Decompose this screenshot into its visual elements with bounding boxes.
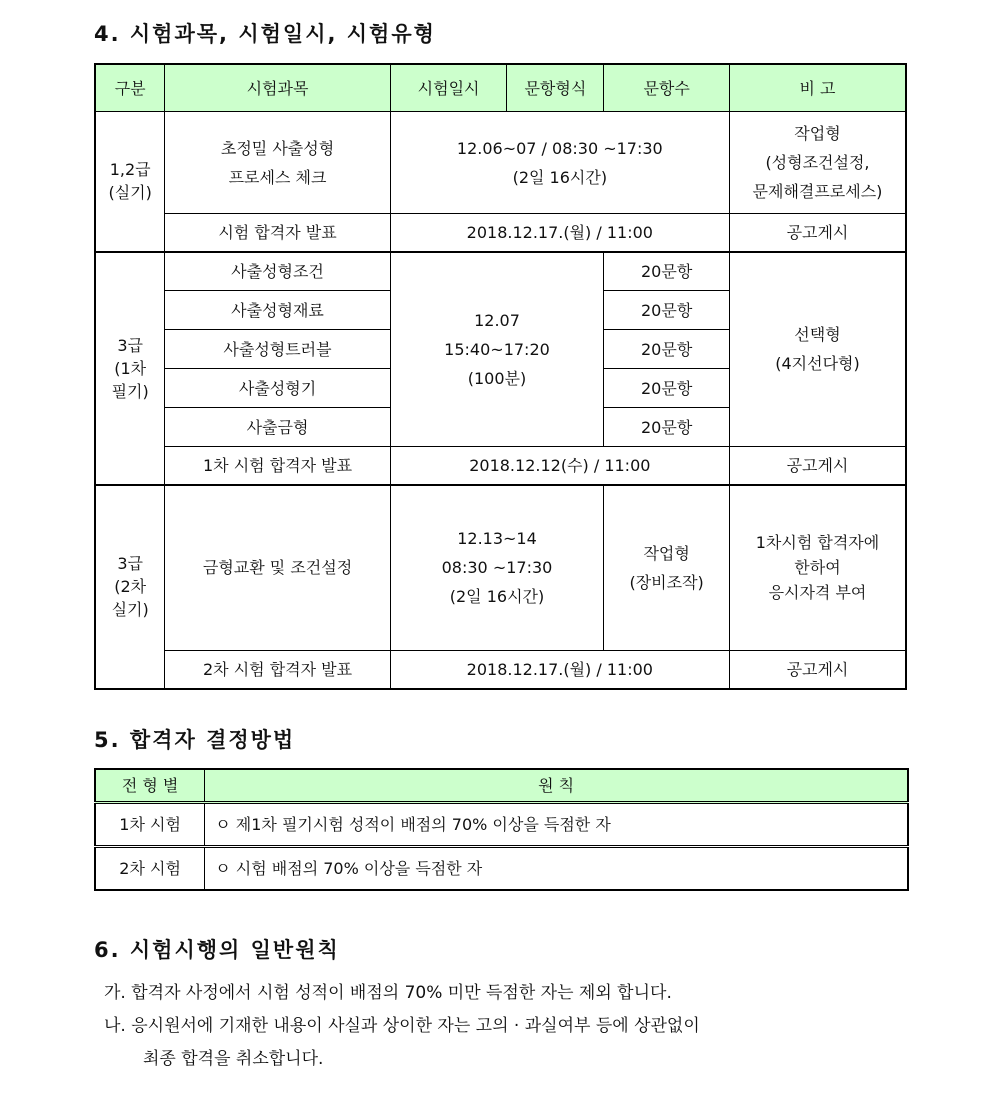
section-5-title: 5. 합격자 결정방법: [94, 728, 296, 752]
table-row: [95, 651, 906, 689]
grade12-note: 작업형 (성형조건설정, 문제해결프로세스): [729, 112, 906, 214]
subject-name: 사출성형조건: [165, 252, 390, 291]
header-principle: 원 칙: [205, 769, 908, 803]
list-item-continuation: 최종 합격을 취소합니다.: [143, 1049, 324, 1069]
section-6-title: 6. 시험시행의 일반원칙: [94, 938, 340, 962]
grade12-announce-note: 공고게시: [729, 214, 906, 252]
grade12-subject: 초정밀 사출성형 프로세스 체크: [165, 112, 390, 214]
table-header-row: [95, 769, 908, 803]
header-category: 구분: [95, 64, 165, 112]
list-item: 나. 응시원서에 기재한 내용이 사실과 상이한 자는 고의 · 과실여부 등에 상관없이: [104, 1016, 700, 1036]
subject-count: 20문항: [604, 252, 730, 291]
stage-cell: 2차 시험: [95, 847, 205, 891]
grade3-practical-announce-label: 2차 시험 합격자 발표: [165, 651, 390, 689]
grade3-written-datetime: 12.07 15:40~17:20 (100분): [390, 252, 604, 447]
grade12-label: 1,2급 (실기): [95, 112, 165, 252]
header-note: 비 고: [729, 64, 906, 112]
header-stage: 전 형 별: [95, 769, 205, 803]
section-4-title: 4. 시험과목, 시험일시, 시험유형: [94, 22, 436, 46]
table-row: [95, 847, 908, 891]
subject-name: 사출성형트러블: [165, 330, 390, 369]
grade3-practical-subject: 금형교환 및 조건설정: [165, 485, 390, 651]
header-count: 문항수: [604, 64, 730, 112]
subject-count: 20문항: [604, 330, 730, 369]
grade3-written-announce-label: 1차 시험 합격자 발표: [165, 447, 390, 485]
subject-count: 20문항: [604, 369, 730, 408]
general-principles-list: [104, 977, 700, 1076]
grade3-written-note: 선택형 (4지선다형): [729, 252, 906, 447]
grade3-practical-announce-date: 2018.12.17.(월) / 11:00: [390, 651, 729, 689]
grade3-written-label: 3급 (1차 필기): [95, 252, 165, 485]
table-row: [95, 447, 906, 485]
header-subject: 시험과목: [165, 64, 390, 112]
subject-count: 20문항: [604, 408, 730, 447]
header-format: 문항형식: [507, 64, 604, 112]
grade3-practical-announce-note: 공고게시: [729, 651, 906, 689]
subject-count: 20문항: [604, 291, 730, 330]
grade3-written-announce-note: 공고게시: [729, 447, 906, 485]
table-row: [95, 214, 906, 252]
grade3-practical-note: 1차시험 합격자에 한하여 응시자격 부여: [729, 485, 906, 651]
table-row: [95, 112, 906, 214]
principle-cell: ㅇ 제1차 필기시험 성적이 배점의 70% 이상을 득점한 자: [205, 803, 908, 847]
grade3-practical-datetime: 12.13~14 08:30 ~17:30 (2일 16시간): [390, 485, 604, 651]
subject-name: 사출금형: [165, 408, 390, 447]
header-datetime: 시험일시: [390, 64, 507, 112]
grade3-practical-label: 3급 (2차 실기): [95, 485, 165, 689]
table-header-row: [95, 64, 906, 112]
subject-name: 사출성형재료: [165, 291, 390, 330]
grade12-announce-label: 시험 합격자 발표: [165, 214, 390, 252]
table-row: [95, 803, 908, 847]
principle-cell: ㅇ 시험 배점의 70% 이상을 득점한 자: [205, 847, 908, 891]
exam-schedule-table: [94, 63, 907, 690]
grade3-practical-format: 작업형 (장비조작): [604, 485, 730, 651]
table-row: [95, 252, 906, 291]
subject-name: 사출성형기: [165, 369, 390, 408]
grade12-datetime: 12.06~07 / 08:30 ~17:30 (2일 16시간): [390, 112, 729, 214]
stage-cell: 1차 시험: [95, 803, 205, 847]
grade3-written-announce-date: 2018.12.12(수) / 11:00: [390, 447, 729, 485]
list-item: 가. 합격자 사정에서 시험 성적이 배점의 70% 미만 득점한 자는 제외 합니다.: [104, 983, 672, 1003]
grade12-announce-date: 2018.12.17.(월) / 11:00: [390, 214, 729, 252]
table-row: [95, 485, 906, 651]
pass-criteria-table: [94, 768, 909, 891]
